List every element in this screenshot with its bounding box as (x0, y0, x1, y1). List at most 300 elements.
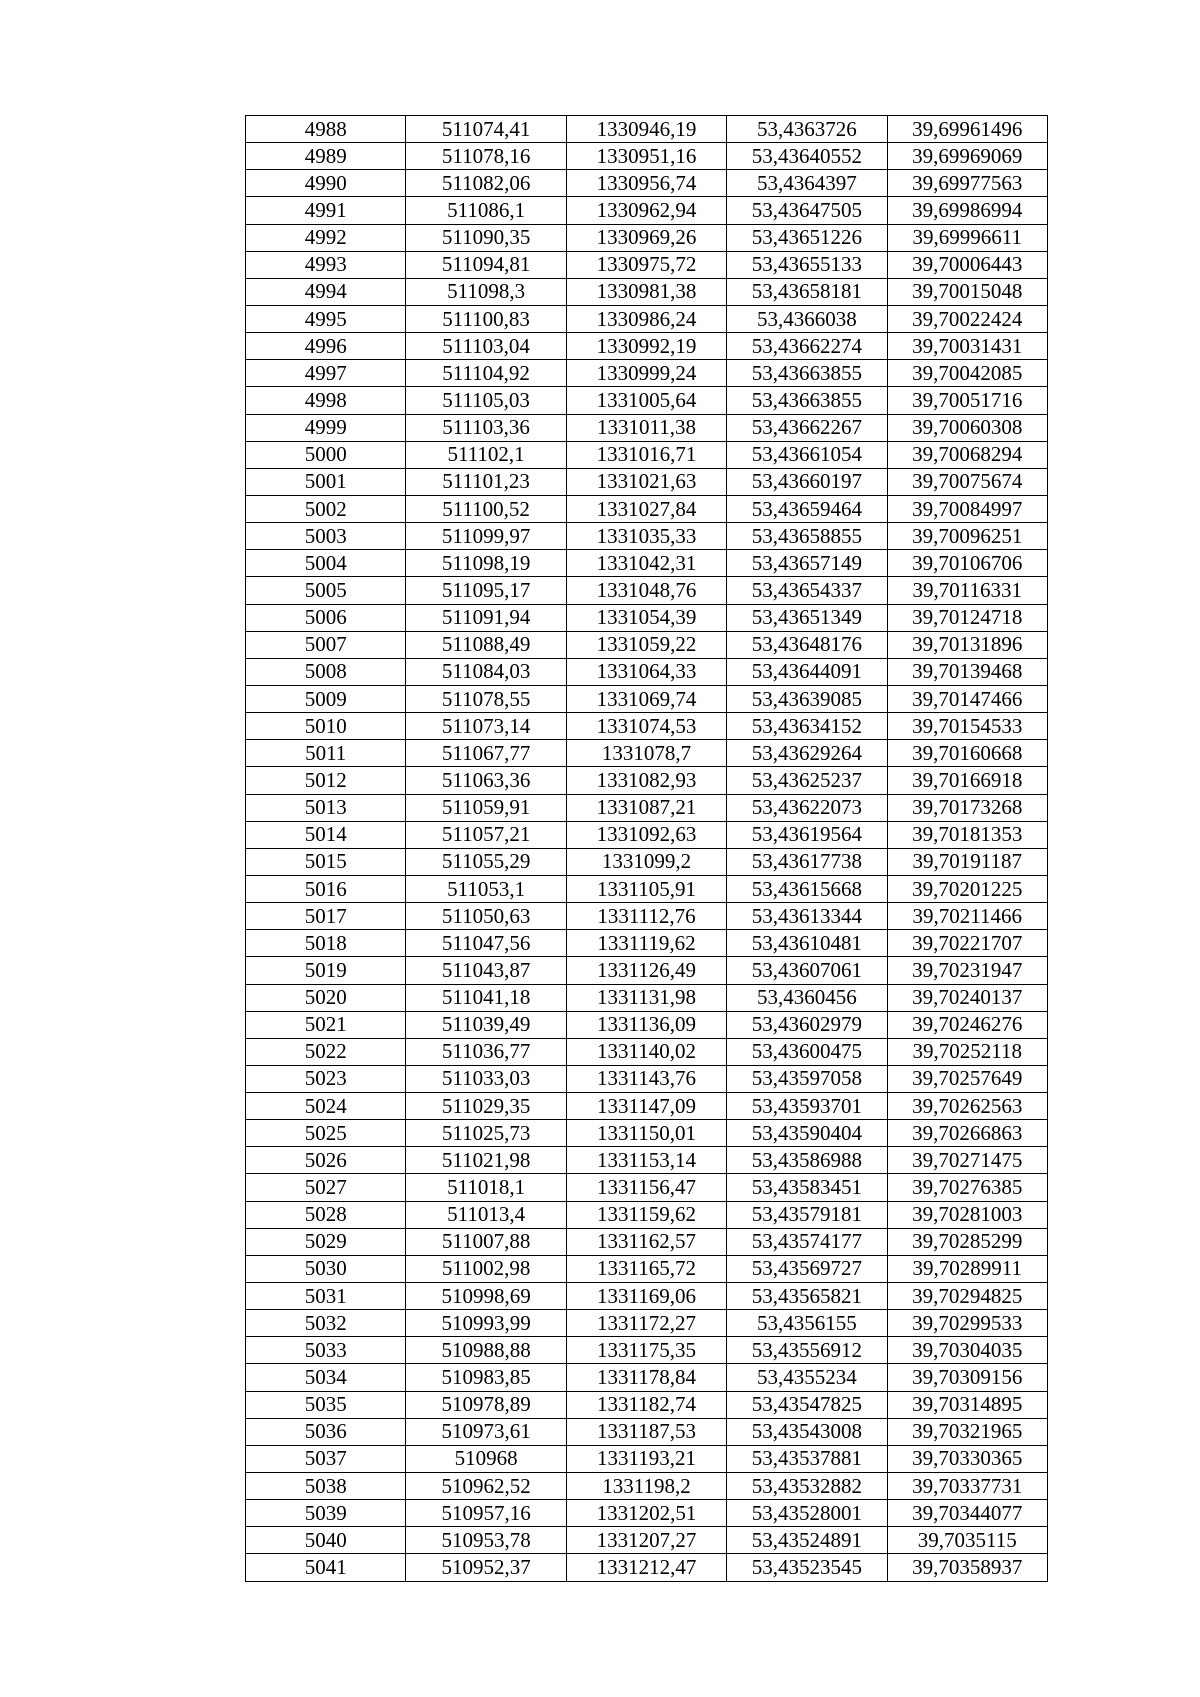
table-row (246, 278, 1048, 305)
table-row (246, 1364, 1048, 1391)
point-number-cell: 5039 (246, 1500, 406, 1527)
latitude-cell: 53,43619564 (727, 821, 887, 848)
table-row (246, 224, 1048, 251)
x-coordinate-cell: 510973,61 (406, 1418, 566, 1445)
latitude-cell: 53,43532882 (727, 1473, 887, 1500)
longitude-cell: 39,70252118 (887, 1038, 1047, 1065)
table-row (246, 1391, 1048, 1418)
longitude-cell: 39,70294825 (887, 1283, 1047, 1310)
point-number-cell: 5017 (246, 903, 406, 930)
table-row (246, 1011, 1048, 1038)
latitude-cell: 53,4364397 (727, 170, 887, 197)
table-row (246, 957, 1048, 984)
longitude-cell: 39,69977563 (887, 170, 1047, 197)
x-coordinate-cell: 511073,14 (406, 713, 566, 740)
longitude-cell: 39,70271475 (887, 1147, 1047, 1174)
y-coordinate-cell: 1330975,72 (566, 251, 726, 278)
table-row (246, 658, 1048, 685)
latitude-cell: 53,4363726 (727, 116, 887, 143)
y-coordinate-cell: 1330956,74 (566, 170, 726, 197)
x-coordinate-cell: 510952,37 (406, 1554, 566, 1581)
point-number-cell: 5023 (246, 1065, 406, 1092)
table-row (246, 197, 1048, 224)
latitude-cell: 53,43647505 (727, 197, 887, 224)
latitude-cell: 53,43537881 (727, 1445, 887, 1472)
x-coordinate-cell: 511084,03 (406, 658, 566, 685)
y-coordinate-cell: 1331119,62 (566, 930, 726, 957)
longitude-cell: 39,70181353 (887, 821, 1047, 848)
x-coordinate-cell: 510957,16 (406, 1500, 566, 1527)
longitude-cell: 39,70042085 (887, 360, 1047, 387)
point-number-cell: 5013 (246, 794, 406, 821)
x-coordinate-cell: 510983,85 (406, 1364, 566, 1391)
table-row (246, 305, 1048, 332)
point-number-cell: 4994 (246, 278, 406, 305)
point-number-cell: 5003 (246, 523, 406, 550)
latitude-cell: 53,43659464 (727, 495, 887, 522)
latitude-cell: 53,43600475 (727, 1038, 887, 1065)
point-number-cell: 5020 (246, 984, 406, 1011)
y-coordinate-cell: 1331172,27 (566, 1310, 726, 1337)
point-number-cell: 5012 (246, 767, 406, 794)
table-row (246, 1283, 1048, 1310)
table-row (246, 387, 1048, 414)
point-number-cell: 4999 (246, 414, 406, 441)
y-coordinate-cell: 1331169,06 (566, 1283, 726, 1310)
point-number-cell: 5027 (246, 1174, 406, 1201)
latitude-cell: 53,43658855 (727, 523, 887, 550)
point-number-cell: 5033 (246, 1337, 406, 1364)
longitude-cell: 39,70173268 (887, 794, 1047, 821)
longitude-cell: 39,69996611 (887, 224, 1047, 251)
table-row (246, 685, 1048, 712)
longitude-cell: 39,70154533 (887, 713, 1047, 740)
longitude-cell: 39,69969069 (887, 143, 1047, 170)
x-coordinate-cell: 511091,94 (406, 604, 566, 631)
x-coordinate-cell: 511098,3 (406, 278, 566, 305)
x-coordinate-cell: 511021,98 (406, 1147, 566, 1174)
y-coordinate-cell: 1331054,39 (566, 604, 726, 631)
point-number-cell: 5015 (246, 848, 406, 875)
y-coordinate-cell: 1331048,76 (566, 577, 726, 604)
x-coordinate-cell: 511101,23 (406, 468, 566, 495)
x-coordinate-cell: 510962,52 (406, 1473, 566, 1500)
latitude-cell: 53,43640552 (727, 143, 887, 170)
point-number-cell: 4991 (246, 197, 406, 224)
table-row (246, 930, 1048, 957)
latitude-cell: 53,43648176 (727, 631, 887, 658)
longitude-cell: 39,70116331 (887, 577, 1047, 604)
y-coordinate-cell: 1331126,49 (566, 957, 726, 984)
table-row (246, 1337, 1048, 1364)
table-row (246, 495, 1048, 522)
y-coordinate-cell: 1330986,24 (566, 305, 726, 332)
point-number-cell: 5004 (246, 550, 406, 577)
y-coordinate-cell: 1331059,22 (566, 631, 726, 658)
latitude-cell: 53,43547825 (727, 1391, 887, 1418)
table-row (246, 984, 1048, 1011)
coordinates-table-body (246, 116, 1048, 1582)
latitude-cell: 53,43579181 (727, 1201, 887, 1228)
table-row (246, 604, 1048, 631)
latitude-cell: 53,43586988 (727, 1147, 887, 1174)
point-number-cell: 5014 (246, 821, 406, 848)
x-coordinate-cell: 511102,1 (406, 441, 566, 468)
table-row (246, 441, 1048, 468)
x-coordinate-cell: 511098,19 (406, 550, 566, 577)
latitude-cell: 53,43661054 (727, 441, 887, 468)
y-coordinate-cell: 1330981,38 (566, 278, 726, 305)
y-coordinate-cell: 1331156,47 (566, 1174, 726, 1201)
latitude-cell: 53,43602979 (727, 1011, 887, 1038)
y-coordinate-cell: 1331005,64 (566, 387, 726, 414)
longitude-cell: 39,70124718 (887, 604, 1047, 631)
x-coordinate-cell: 511059,91 (406, 794, 566, 821)
table-row (246, 1445, 1048, 1472)
y-coordinate-cell: 1331021,63 (566, 468, 726, 495)
y-coordinate-cell: 1330969,26 (566, 224, 726, 251)
table-row (246, 1310, 1048, 1337)
longitude-cell: 39,70166918 (887, 767, 1047, 794)
latitude-cell: 53,43613344 (727, 903, 887, 930)
y-coordinate-cell: 1331207,27 (566, 1527, 726, 1554)
x-coordinate-cell: 511086,1 (406, 197, 566, 224)
x-coordinate-cell: 510988,88 (406, 1337, 566, 1364)
latitude-cell: 53,43662267 (727, 414, 887, 441)
latitude-cell: 53,43528001 (727, 1500, 887, 1527)
x-coordinate-cell: 511078,55 (406, 685, 566, 712)
point-number-cell: 4989 (246, 143, 406, 170)
x-coordinate-cell: 511033,03 (406, 1065, 566, 1092)
point-number-cell: 5041 (246, 1554, 406, 1581)
x-coordinate-cell: 510998,69 (406, 1283, 566, 1310)
longitude-cell: 39,70276385 (887, 1174, 1047, 1201)
y-coordinate-cell: 1331159,62 (566, 1201, 726, 1228)
table-row (246, 1255, 1048, 1282)
latitude-cell: 53,43629264 (727, 740, 887, 767)
point-number-cell: 4988 (246, 116, 406, 143)
y-coordinate-cell: 1331092,63 (566, 821, 726, 848)
y-coordinate-cell: 1331143,76 (566, 1065, 726, 1092)
point-number-cell: 5025 (246, 1120, 406, 1147)
latitude-cell: 53,43662274 (727, 333, 887, 360)
x-coordinate-cell: 511104,92 (406, 360, 566, 387)
x-coordinate-cell: 511063,36 (406, 767, 566, 794)
y-coordinate-cell: 1331069,74 (566, 685, 726, 712)
x-coordinate-cell: 511039,49 (406, 1011, 566, 1038)
point-number-cell: 5019 (246, 957, 406, 984)
y-coordinate-cell: 1331193,21 (566, 1445, 726, 1472)
latitude-cell: 53,43556912 (727, 1337, 887, 1364)
y-coordinate-cell: 1331078,7 (566, 740, 726, 767)
y-coordinate-cell: 1331178,84 (566, 1364, 726, 1391)
latitude-cell: 53,43523545 (727, 1554, 887, 1581)
table-row (246, 713, 1048, 740)
longitude-cell: 39,70285299 (887, 1228, 1047, 1255)
point-number-cell: 5030 (246, 1255, 406, 1282)
point-number-cell: 5007 (246, 631, 406, 658)
table-row (246, 468, 1048, 495)
y-coordinate-cell: 1331182,74 (566, 1391, 726, 1418)
y-coordinate-cell: 1331011,38 (566, 414, 726, 441)
y-coordinate-cell: 1331165,72 (566, 1255, 726, 1282)
point-number-cell: 5018 (246, 930, 406, 957)
table-row (246, 1473, 1048, 1500)
x-coordinate-cell: 511002,98 (406, 1255, 566, 1282)
latitude-cell: 53,43574177 (727, 1228, 887, 1255)
x-coordinate-cell: 511078,16 (406, 143, 566, 170)
latitude-cell: 53,43583451 (727, 1174, 887, 1201)
longitude-cell: 39,70068294 (887, 441, 1047, 468)
latitude-cell: 53,43524891 (727, 1527, 887, 1554)
x-coordinate-cell: 511047,56 (406, 930, 566, 957)
point-number-cell: 5009 (246, 685, 406, 712)
longitude-cell: 39,70147466 (887, 685, 1047, 712)
latitude-cell: 53,43615668 (727, 875, 887, 902)
y-coordinate-cell: 1331035,33 (566, 523, 726, 550)
table-row (246, 1201, 1048, 1228)
latitude-cell: 53,43654337 (727, 577, 887, 604)
x-coordinate-cell: 511025,73 (406, 1120, 566, 1147)
point-number-cell: 4996 (246, 333, 406, 360)
x-coordinate-cell: 511067,77 (406, 740, 566, 767)
longitude-cell: 39,70337731 (887, 1473, 1047, 1500)
point-number-cell: 5031 (246, 1283, 406, 1310)
latitude-cell: 53,43658181 (727, 278, 887, 305)
table-row (246, 170, 1048, 197)
y-coordinate-cell: 1331131,98 (566, 984, 726, 1011)
point-number-cell: 5032 (246, 1310, 406, 1337)
y-coordinate-cell: 1331140,02 (566, 1038, 726, 1065)
x-coordinate-cell: 511099,97 (406, 523, 566, 550)
longitude-cell: 39,69986994 (887, 197, 1047, 224)
latitude-cell: 53,43597058 (727, 1065, 887, 1092)
point-number-cell: 4990 (246, 170, 406, 197)
x-coordinate-cell: 511036,77 (406, 1038, 566, 1065)
latitude-cell: 53,43607061 (727, 957, 887, 984)
table-row (246, 333, 1048, 360)
latitude-cell: 53,43610481 (727, 930, 887, 957)
point-number-cell: 4992 (246, 224, 406, 251)
point-number-cell: 5036 (246, 1418, 406, 1445)
y-coordinate-cell: 1331198,2 (566, 1473, 726, 1500)
table-row (246, 848, 1048, 875)
longitude-cell: 39,70231947 (887, 957, 1047, 984)
latitude-cell: 53,43569727 (727, 1255, 887, 1282)
longitude-cell: 39,70266863 (887, 1120, 1047, 1147)
point-number-cell: 5038 (246, 1473, 406, 1500)
longitude-cell: 39,70191187 (887, 848, 1047, 875)
table-row (246, 116, 1048, 143)
table-row (246, 903, 1048, 930)
x-coordinate-cell: 511041,18 (406, 984, 566, 1011)
table-row (246, 1120, 1048, 1147)
point-number-cell: 5022 (246, 1038, 406, 1065)
latitude-cell: 53,43622073 (727, 794, 887, 821)
point-number-cell: 5024 (246, 1093, 406, 1120)
y-coordinate-cell: 1330999,24 (566, 360, 726, 387)
y-coordinate-cell: 1331042,31 (566, 550, 726, 577)
table-row (246, 1527, 1048, 1554)
y-coordinate-cell: 1330962,94 (566, 197, 726, 224)
latitude-cell: 53,43543008 (727, 1418, 887, 1445)
point-number-cell: 5035 (246, 1391, 406, 1418)
y-coordinate-cell: 1331187,53 (566, 1418, 726, 1445)
y-coordinate-cell: 1331212,47 (566, 1554, 726, 1581)
y-coordinate-cell: 1331027,84 (566, 495, 726, 522)
longitude-cell: 39,70051716 (887, 387, 1047, 414)
latitude-cell: 53,43639085 (727, 685, 887, 712)
table-row (246, 550, 1048, 577)
latitude-cell: 53,43590404 (727, 1120, 887, 1147)
x-coordinate-cell: 510953,78 (406, 1527, 566, 1554)
x-coordinate-cell: 511100,83 (406, 305, 566, 332)
point-number-cell: 5008 (246, 658, 406, 685)
point-number-cell: 5011 (246, 740, 406, 767)
latitude-cell: 53,4356155 (727, 1310, 887, 1337)
latitude-cell: 53,43625237 (727, 767, 887, 794)
latitude-cell: 53,4366038 (727, 305, 887, 332)
longitude-cell: 39,70006443 (887, 251, 1047, 278)
y-coordinate-cell: 1331150,01 (566, 1120, 726, 1147)
longitude-cell: 39,70344077 (887, 1500, 1047, 1527)
y-coordinate-cell: 1331082,93 (566, 767, 726, 794)
longitude-cell: 39,70031431 (887, 333, 1047, 360)
longitude-cell: 39,70075674 (887, 468, 1047, 495)
y-coordinate-cell: 1330946,19 (566, 116, 726, 143)
longitude-cell: 39,70201225 (887, 875, 1047, 902)
x-coordinate-cell: 511090,35 (406, 224, 566, 251)
longitude-cell: 39,70022424 (887, 305, 1047, 332)
x-coordinate-cell: 510968 (406, 1445, 566, 1472)
longitude-cell: 39,70084997 (887, 495, 1047, 522)
table-row (246, 1228, 1048, 1255)
y-coordinate-cell: 1331087,21 (566, 794, 726, 821)
latitude-cell: 53,43644091 (727, 658, 887, 685)
longitude-cell: 39,70106706 (887, 550, 1047, 577)
table-row (246, 1554, 1048, 1581)
table-row (246, 251, 1048, 278)
point-number-cell: 4995 (246, 305, 406, 332)
longitude-cell: 39,70060308 (887, 414, 1047, 441)
x-coordinate-cell: 511095,17 (406, 577, 566, 604)
table-row (246, 821, 1048, 848)
coordinates-table (245, 115, 1048, 1582)
table-row (246, 143, 1048, 170)
y-coordinate-cell: 1331153,14 (566, 1147, 726, 1174)
table-row (246, 1065, 1048, 1092)
longitude-cell: 39,70139468 (887, 658, 1047, 685)
latitude-cell: 53,4360456 (727, 984, 887, 1011)
latitude-cell: 53,43651349 (727, 604, 887, 631)
longitude-cell: 39,70221707 (887, 930, 1047, 957)
x-coordinate-cell: 511074,41 (406, 116, 566, 143)
point-number-cell: 5040 (246, 1527, 406, 1554)
latitude-cell: 53,43663855 (727, 387, 887, 414)
longitude-cell: 39,70299533 (887, 1310, 1047, 1337)
table-row (246, 875, 1048, 902)
x-coordinate-cell: 511053,1 (406, 875, 566, 902)
longitude-cell: 39,70262563 (887, 1093, 1047, 1120)
latitude-cell: 53,43655133 (727, 251, 887, 278)
longitude-cell: 39,70015048 (887, 278, 1047, 305)
y-coordinate-cell: 1331175,35 (566, 1337, 726, 1364)
longitude-cell: 39,70309156 (887, 1364, 1047, 1391)
x-coordinate-cell: 511100,52 (406, 495, 566, 522)
x-coordinate-cell: 511057,21 (406, 821, 566, 848)
longitude-cell: 39,70281003 (887, 1201, 1047, 1228)
x-coordinate-cell: 511105,03 (406, 387, 566, 414)
x-coordinate-cell: 511088,49 (406, 631, 566, 658)
x-coordinate-cell: 511094,81 (406, 251, 566, 278)
point-number-cell: 4998 (246, 387, 406, 414)
latitude-cell: 53,4355234 (727, 1364, 887, 1391)
y-coordinate-cell: 1331074,53 (566, 713, 726, 740)
x-coordinate-cell: 510978,89 (406, 1391, 566, 1418)
longitude-cell: 39,70358937 (887, 1554, 1047, 1581)
y-coordinate-cell: 1330992,19 (566, 333, 726, 360)
y-coordinate-cell: 1331016,71 (566, 441, 726, 468)
point-number-cell: 5028 (246, 1201, 406, 1228)
x-coordinate-cell: 511013,4 (406, 1201, 566, 1228)
table-row (246, 794, 1048, 821)
point-number-cell: 5029 (246, 1228, 406, 1255)
point-number-cell: 5016 (246, 875, 406, 902)
point-number-cell: 5005 (246, 577, 406, 604)
point-number-cell: 5002 (246, 495, 406, 522)
latitude-cell: 53,43565821 (727, 1283, 887, 1310)
point-number-cell: 5021 (246, 1011, 406, 1038)
point-number-cell: 5026 (246, 1147, 406, 1174)
latitude-cell: 53,43657149 (727, 550, 887, 577)
point-number-cell: 5010 (246, 713, 406, 740)
point-number-cell: 4997 (246, 360, 406, 387)
longitude-cell: 39,70211466 (887, 903, 1047, 930)
longitude-cell: 39,69961496 (887, 116, 1047, 143)
point-number-cell: 5006 (246, 604, 406, 631)
longitude-cell: 39,70096251 (887, 523, 1047, 550)
point-number-cell: 5037 (246, 1445, 406, 1472)
longitude-cell: 39,70240137 (887, 984, 1047, 1011)
longitude-cell: 39,70289911 (887, 1255, 1047, 1282)
point-number-cell: 5034 (246, 1364, 406, 1391)
latitude-cell: 53,43634152 (727, 713, 887, 740)
x-coordinate-cell: 511082,06 (406, 170, 566, 197)
y-coordinate-cell: 1330951,16 (566, 143, 726, 170)
y-coordinate-cell: 1331064,33 (566, 658, 726, 685)
latitude-cell: 53,43660197 (727, 468, 887, 495)
x-coordinate-cell: 511103,04 (406, 333, 566, 360)
longitude-cell: 39,70131896 (887, 631, 1047, 658)
table-row (246, 740, 1048, 767)
table-row (246, 1093, 1048, 1120)
table-row (246, 1174, 1048, 1201)
y-coordinate-cell: 1331112,76 (566, 903, 726, 930)
table-row (246, 1038, 1048, 1065)
table-row (246, 1500, 1048, 1527)
table-row (246, 1147, 1048, 1174)
longitude-cell: 39,70321965 (887, 1418, 1047, 1445)
longitude-cell: 39,7035115 (887, 1527, 1047, 1554)
point-number-cell: 5001 (246, 468, 406, 495)
x-coordinate-cell: 510993,99 (406, 1310, 566, 1337)
longitude-cell: 39,70304035 (887, 1337, 1047, 1364)
table-row (246, 631, 1048, 658)
y-coordinate-cell: 1331099,2 (566, 848, 726, 875)
latitude-cell: 53,43593701 (727, 1093, 887, 1120)
latitude-cell: 53,43663855 (727, 360, 887, 387)
longitude-cell: 39,70160668 (887, 740, 1047, 767)
